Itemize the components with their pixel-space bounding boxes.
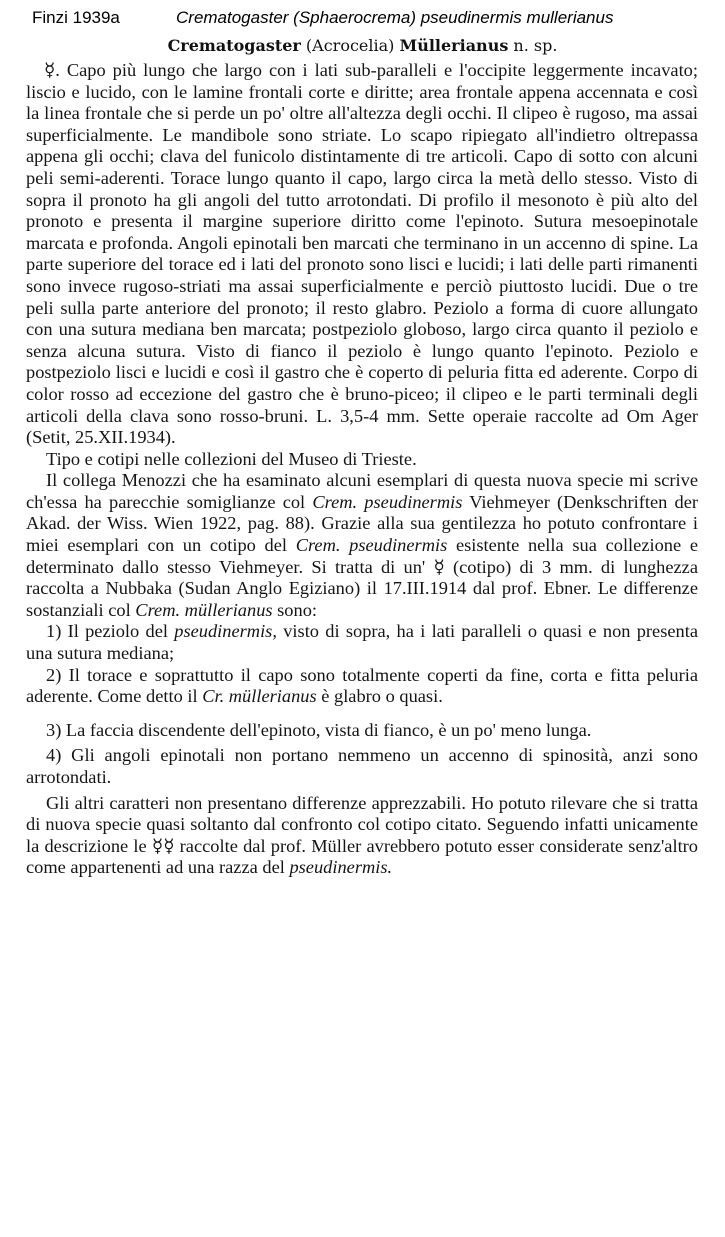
- paragraph-difference-3: [26, 720, 698, 742]
- taxon-label: Crematogaster (Sphaerocrema) pseudinermis mullerianus: [176, 8, 614, 27]
- italic-span: pseudinermis.: [289, 857, 393, 878]
- italic-span: Cr. müllerianus: [202, 686, 317, 707]
- paragraph-difference-1: [26, 621, 698, 664]
- text-span: visto di sopra, ha i lati paralleli o quasi e non presenta una sutura mediana;: [26, 621, 698, 664]
- italic-span: Crem. pseudinermis: [312, 491, 463, 512]
- title-species: Müllerianus: [399, 36, 509, 55]
- text-span: è glabro o quasi.: [316, 686, 443, 707]
- species-title: [0, 36, 725, 55]
- page-header: [8, 6, 717, 28]
- text-span: 1) Il peziolo del: [46, 621, 175, 642]
- paragraph-conclusion: [26, 793, 698, 879]
- text-span: ☿. Capo più lungo che largo con i lati sub-paralleli e l'occipite leggermente incavato; liscio e lucido, con le lamine frontali corte e diritte; area frontale appena accennata e così la linea frontale che si perde un po' oltre all'altezza degli occhi. Il clipeo è rugoso, ma assai superficialmente. Le mandibole sono striate. Lo scapo ripiegato all'indietro oltrepassa appena gli occhi; clava del funicolo distintamente di tre articoli. Capo di sotto con alcuni peli semi-aderenti. Torace lungo quanto il capo, largo circa la metà dello stesso. Visto di sopra il pronoto ha gli angoli del tutto arrotondati. Di profilo il mesonoto è più alto del pronoto e presenta il margine superiore diritto come l'epinoto. Sutura mesoepinotale marcata e profonda. Angoli epinotali ben marcati che terminano in un accenno di spine. La parte superiore del torace ed i lati del pronoto sono lisci e lucidi; i lati delle parti rimanenti sono invece rugoso-striati ma assai superficialmente e perciò piuttosto lucidi. Due o tre peli sulla parte anteriore del pronoto; il resto glabro. Peziolo a forma di cuore allungato con una sutura mediana ben marcata; postpeziolo globoso, largo circa quanto il peziolo e senza alcuna sutura. Visto di fianco il peziolo è lungo quanto l'epinoto. Peziolo e postpeziolo lisci e lucidi e così il gastro che è coperto di peluria fitta ed aderente. Corpo di color rosso ad eccezione del gastro che è bruno-piceo; il clipeo e le parti terminali degli articoli della clava sono rosso-bruni. L. 3,5-4 mm. Sette operaie raccolte ad Om Ager (Setit, 25.XII.1934).: [26, 60, 698, 448]
- text-span: Tipo e cotipi nelle collezioni del Museo di Trieste.: [46, 448, 417, 469]
- paragraph-difference-4: [26, 745, 698, 788]
- title-subgenus: (Acrocelia): [305, 36, 395, 55]
- italic-span: pseudinermis,: [174, 621, 277, 642]
- text-span: Viehmeyer (Denkschriften der Akad. der Wiss. Wien 1922, pag. 88). Grazie alla sua gentilezza ho potuto confrontare i miei esemplari con un cotipo del: [26, 491, 698, 556]
- title-genus: Crematogaster: [167, 36, 301, 55]
- title-status: n. sp.: [513, 36, 558, 55]
- text-span: sono:: [272, 599, 317, 620]
- text-span: 3) La faccia discendente dell'epinoto, vista di fianco, è un po' meno lunga.: [46, 719, 592, 740]
- text-span: 2) Il torace e soprattutto il capo sono totalmente coperti da fine, corta e fitta peluria aderente. Come detto il: [26, 664, 698, 707]
- paragraph-types: [26, 449, 698, 471]
- citation-label: Finzi 1939a: [32, 8, 120, 27]
- paragraph-menozzi: [26, 470, 698, 621]
- document-body: [26, 60, 698, 879]
- text-span: Gli altri caratteri non presentano differenze apprezzabili. Ho potuto rilevare che si tratta di nuova specie quasi soltanto dal confronto col cotipo citato. Seguendo infatti unicamente la descrizione le ☿☿ raccolte dal prof. Müller avrebbero potuto esser considerate senz'altro come appartenenti ad una razza del: [26, 792, 698, 878]
- text-span: esistente nella sua collezione e determinato dallo stesso Viehmeyer. Si tratta di un' ☿ (cotipo) di 3 mm. di lunghezza raccolta a Nubbaka (Sudan Anglo Egiziano) il 17.III.1914 dal prof. Ebner. Le differenze sostanziali col: [26, 535, 699, 620]
- paragraph-difference-2: [26, 665, 698, 708]
- italic-span: Crem. pseudinermis: [295, 535, 448, 556]
- text-span: 4) Gli angoli epinotali non portano nemmeno un accenno di spinosità, anzi sono arrotondati.: [26, 745, 698, 787]
- italic-span: Crem. müllerianus: [135, 599, 273, 620]
- text-span: Il collega Menozzi che ha esaminato alcuni esemplari di questa nuova specie mi scrive ch'essa ha parecchie somiglianze col: [26, 470, 698, 512]
- paragraph-description: [26, 60, 698, 449]
